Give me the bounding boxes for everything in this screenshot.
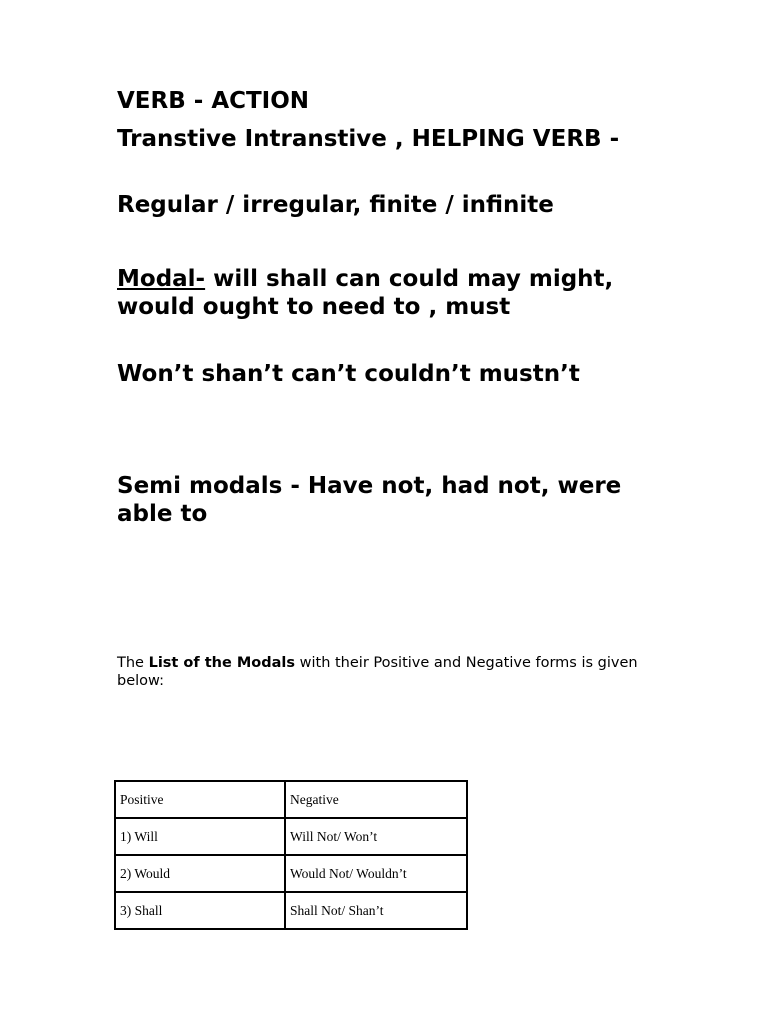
heading-verb-action: VERB - ACTION: [117, 88, 310, 114]
table-row: [115, 892, 467, 929]
modal-label: Modal-: [117, 266, 206, 292]
intro-prefix: The: [117, 655, 149, 671]
intro-bold: List of the Modals: [148, 655, 296, 671]
cell-positive: 1) Will: [115, 818, 285, 855]
table-row: [115, 855, 467, 892]
cell-positive: 3) Shall: [115, 892, 285, 929]
heading-verb-types: Transtive Intranstive , HELPING VERB -: [117, 126, 620, 152]
cell-negative: Would Not/ Wouldn’t: [285, 855, 467, 892]
cell-positive: 2) Would: [115, 855, 285, 892]
modal-list: will shall can could may might, would ought to need to , must: [117, 266, 614, 320]
intro-suffix: with their Positive and Negative forms is given below:: [117, 655, 638, 689]
cell-negative: Will Not/ Won’t: [285, 818, 467, 855]
heading-verb-forms: Regular / irregular, finite / infinite: [117, 192, 554, 218]
header-positive: Positive: [115, 781, 285, 818]
intro-paragraph: [117, 654, 677, 690]
negative-modals: Won’t shan’t can’t couldn’t mustn’t: [117, 361, 580, 387]
table-row: [115, 818, 467, 855]
modals-table: [114, 780, 468, 930]
header-negative: Negative: [285, 781, 467, 818]
table-header-row: [115, 781, 467, 818]
semi-modals: Semi modals - Have not, had not, were able to: [117, 473, 622, 527]
cell-negative: Shall Not/ Shan’t: [285, 892, 467, 929]
modal-paragraph: [117, 265, 677, 321]
